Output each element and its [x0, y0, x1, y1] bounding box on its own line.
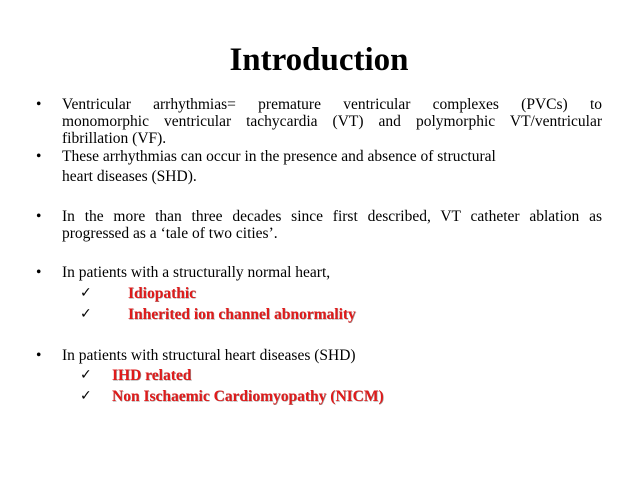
- bullet-icon: •: [36, 264, 42, 281]
- bullet-text-line: In the more than three decades since first described, VT catheter ablation as: [62, 208, 602, 225]
- bullet-text-line: Ventricular arrhythmias= premature ventricular complexes (PVCs) to: [62, 96, 602, 113]
- checklist-label: Idiopathic: [128, 285, 197, 302]
- bullet-text-line: progressed as a ‘tale of two cities’.: [62, 225, 278, 242]
- checkmark-icon: ✓: [80, 285, 92, 301]
- checkmark-icon: ✓: [80, 367, 92, 383]
- bullet-text-line: monomorphic ventricular tachycardia (VT) and polymorphic VT/ventricular: [62, 113, 602, 130]
- checkmark-icon: ✓: [80, 306, 92, 322]
- checklist-label: IHD related: [112, 367, 192, 384]
- bullet-text-line: In patients with structural heart diseases (SHD): [62, 347, 356, 364]
- bullet-icon: •: [36, 347, 42, 364]
- bullet-icon: •: [36, 148, 42, 165]
- checkmark-icon: ✓: [80, 388, 92, 404]
- bullet-text-line: In patients with a structurally normal heart,: [62, 264, 331, 281]
- bullet-icon: •: [36, 208, 42, 225]
- checklist-label: Non Ischaemic Cardiomyopathy (NICM): [112, 388, 384, 405]
- bullet-text-line: These arrhythmias can occur in the presence and absence of structural: [62, 148, 496, 165]
- bullet-text-line: fibrillation (VF).: [62, 130, 167, 147]
- bullet-icon: •: [36, 96, 42, 113]
- checklist-label: Inherited ion channel abnormality: [128, 306, 356, 323]
- slide-title: Introduction: [229, 42, 409, 78]
- bullet-text-line: heart diseases (SHD).: [62, 168, 197, 185]
